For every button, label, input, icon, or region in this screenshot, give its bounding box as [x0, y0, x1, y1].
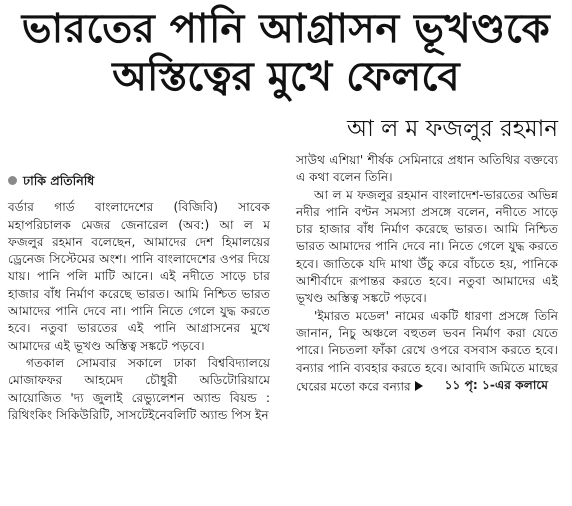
left-column: [8, 150, 270, 424]
byline: আ ল ম ফজলুর রহমান: [346, 116, 558, 142]
headline-line-2: অস্তিত্বের মুখে ফেলবে: [112, 54, 460, 100]
right-column: [296, 152, 558, 396]
headline-line-1: ভারতের পানি আগ্রাসন ভূখণ্ডকে: [21, 6, 551, 52]
right-paragraph-1: সাউথ এশিয়া' শীর্ষক সেমিনারে প্রধান অতিথির বক্তব্যে এ কথা বলেন তিনি।: [296, 153, 558, 185]
continuation-note[interactable]: [415, 377, 548, 394]
dateline-text: ঢাকি প্রতিনিধি: [23, 173, 95, 188]
dateline: [8, 172, 270, 189]
right-paragraph-3: [296, 308, 558, 396]
continuation-text: ১১ পৃ: ১-এর কলামে: [444, 377, 549, 392]
bullet-icon: [8, 176, 17, 185]
left-paragraph-1: বর্ডার গার্ড বাংলাদেশের (বিজিবি) সাবেক মহাপরিচালক মেজর জেনারেল (অব:) আ ল ম ফজলুর রহমান বলেছেন, আমাদের দেশ হিমালয়ের ড্রেনেজ সিস্টেমের অংশ। পানি বাংলাদেশের ওপর দিয়ে যায়। পানি পলি মাটি আনে। এই নদীতে সাড়ে চার হাজার বাঁধ নির্মাণ করেছে ভারত। আমি নিশ্চিত ভারত আমাদের পানি দেবে না। পানি নিতে গেলে যুদ্ধ করতে হবে। নতুবা ভারতের এই পানি আগ্রাসনের মুখে আমাদের এই ভূখণ্ড অস্তিত্ব সঙ্কটে পড়বে।: [8, 200, 270, 353]
arrow-right-icon: [415, 381, 423, 391]
left-paragraph-2: গতকাল সোমবার সকালে ঢাকা বিশ্ববিদ্যালয়ে মোজাফফর আহমেদ চৌধুরী অডিটোরিয়ামে আয়োজিত 'দ্য জুলাই রেভ্যুলেশন অ্যান্ড বিয়ন্ড : রিথিংকিং সিকিউরিটি, সাসটেইনেবলিটি অ্যান্ড পিস ইন: [8, 355, 270, 422]
right-paragraph-2: আ ল ম ফজলুর রহমান বাংলাদেশ-ভারতের অভিন্ন নদীর পানি বণ্টন সমস্যা প্রসঙ্গে বলেন, নদীতে সাড়ে চার হাজার বাঁধ নির্মাণ করেছে ভারত। আমি নিশ্চিত ভারত আমাদের পানি দেবে না। নিতে গেলে যুদ্ধ করতে হবে। জাতিকে যদি মাথা উঁচু করে বাঁচতে হয়, পানিকে আশীর্বাদে রূপান্তর করতে হবে। নতুবা আমাদের এই ভূখণ্ড অস্তিত্ব সঙ্কটে পড়বে।: [296, 187, 558, 306]
right-paragraph-3-text: 'ইমারত মডেল' নামের একটি ধারণা প্রসঙ্গে তিনি জানান, নিচু অঞ্চলে বহুতল ভবন নির্মাণ করা যেতে পারে। নিচতলা ফাঁকা রেখে ওপরে বসবাস করতে হবে। বন্যার পানি ব্যবহার করতে হবে। আবাদি জমিতে মাছের ঘেরের মতো করে বন্যার: [296, 308, 558, 394]
